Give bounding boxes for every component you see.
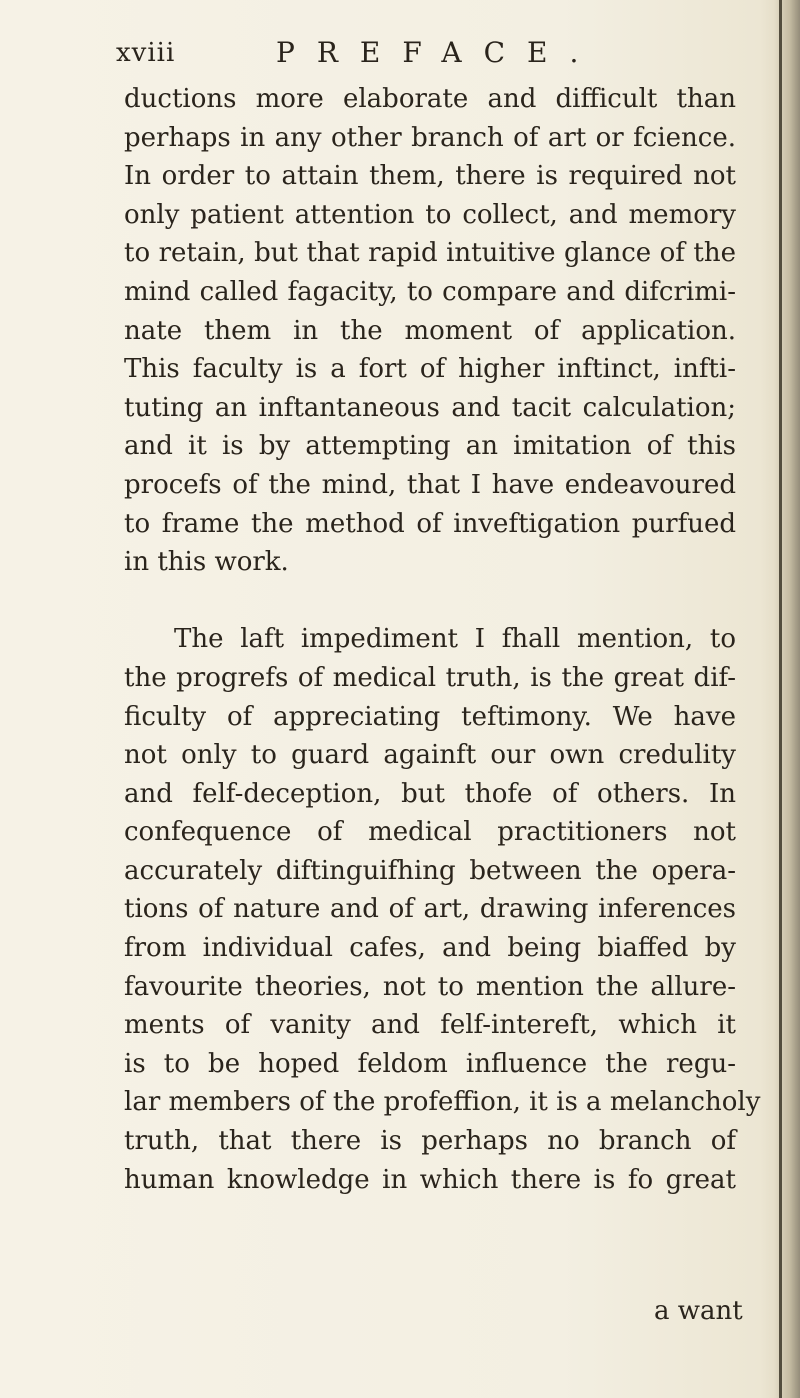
page-header xyxy=(116,38,756,78)
text-line: In order to attain them, there is required not xyxy=(124,161,736,192)
text-line: tuting an inftantaneous and tacit calculation; xyxy=(124,392,736,423)
text-line: mind called fagacity, to compare and difcrimi- xyxy=(124,276,736,307)
paragraph-2 xyxy=(124,620,761,1199)
text-line: perhaps in any other branch of art or fcience. xyxy=(124,122,736,153)
text-line: procefs of the mind, that I have endeavoured xyxy=(124,469,736,500)
text-line: not only to guard againft our own credulity xyxy=(124,740,736,771)
text-line: nate them in the moment of application. xyxy=(124,315,736,346)
text-line: in this work. xyxy=(124,547,289,578)
body-text xyxy=(124,80,761,1199)
text-line: tions of nature and of art, drawing inferences xyxy=(124,894,736,925)
text-line: ductions more elaborate and difficult than xyxy=(124,84,736,114)
text-line: favourite theories, not to mention the allure- xyxy=(124,971,736,1002)
text-line: truth, that there is perhaps no branch of xyxy=(124,1126,736,1157)
text-line: ficulty of appreciating teftimony. We have xyxy=(124,701,736,732)
text-line: is to be hoped feldom influence the regu- xyxy=(124,1048,736,1079)
page-edge-shadow xyxy=(774,0,800,1398)
text-line: accurately diftinguifhing between the opera- xyxy=(124,855,736,886)
binding-edge xyxy=(779,0,782,1398)
text-line: only patient attention to collect, and memory xyxy=(124,199,736,230)
text-line: confequence of medical practitioners not xyxy=(124,817,736,848)
text-line: human knowledge in which there is fo great xyxy=(124,1164,736,1195)
text-line: The laft impediment I fhall mention, to xyxy=(174,624,736,655)
text-line: and it is by attempting an imitation of this xyxy=(124,431,736,462)
page-number: xviii xyxy=(116,38,176,68)
running-head: PREFACE. xyxy=(276,36,601,69)
text-line: to frame the method of inveftigation purfued xyxy=(124,508,736,539)
text-line: the progrefs of medical truth, is the great dif- xyxy=(124,662,736,693)
paragraph-gap xyxy=(124,582,736,621)
text-line: from individual cafes, and being biaffed by xyxy=(124,933,736,964)
text-line: and felf-deception, but thofe of others. In xyxy=(124,778,736,809)
paragraph-1 xyxy=(124,80,736,582)
text-line: to retain, but that rapid intuitive glance of the xyxy=(124,238,736,269)
text-line: lar members of the profeffion, it is a melancholy xyxy=(124,1087,761,1118)
text-line: This faculty is a fort of higher inftinct, infti- xyxy=(124,354,736,385)
catchword: a want xyxy=(654,1296,743,1326)
text-line: ments of vanity and felf-intereft, which it xyxy=(124,1010,736,1041)
